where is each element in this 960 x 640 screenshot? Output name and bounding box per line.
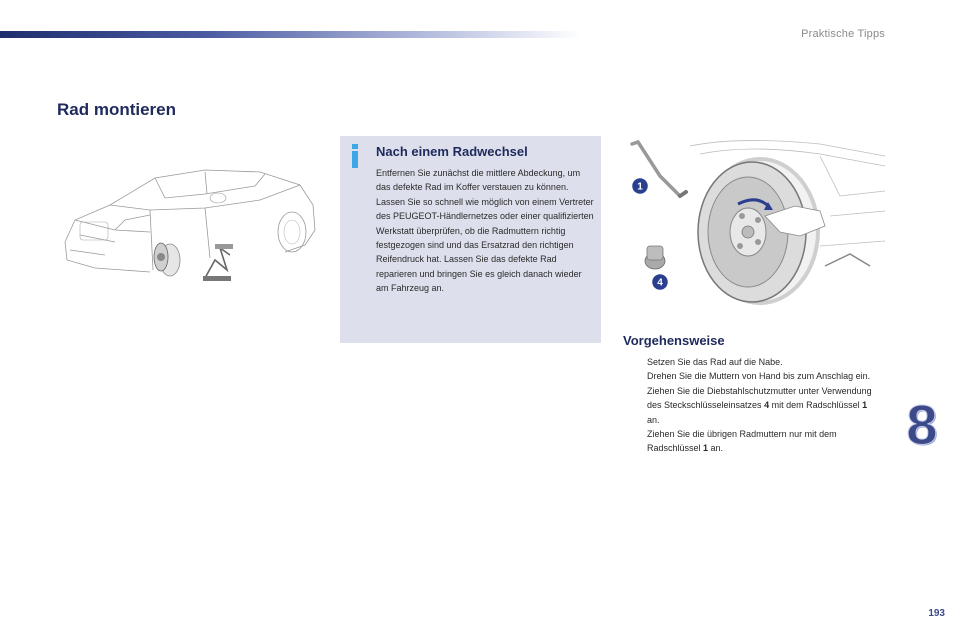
chapter-number: 8 [906, 393, 938, 456]
step-ref: 4 [764, 400, 770, 411]
procedure-title: Vorgehensweise [623, 333, 725, 348]
step-text: Drehen Sie die Muttern von Hand bis zum Anschlag ein. [647, 371, 871, 382]
step-text: an. [708, 443, 724, 454]
list-item [623, 427, 881, 456]
callout-1: 1 [637, 181, 643, 193]
info-paragraph: Lassen Sie so schnell wie möglich von einem Vertreter des PEUGEOT-Händlernetzes oder einer qualifizierten Werkstatt überprüfen, ob die Radmuttern richtig festgezogen sind und das Ersatzrad den richtigen Reifendruck hat. Lassen Sie das defekte Rad reparieren und bringen Sie es gleich danach wieder am Fahrzeug an. [376, 196, 594, 294]
info-paragraph: Entfernen Sie zunächst die mittlere Abdeckung, um das defekte Rad im Koffer verstauen zu können. [376, 168, 581, 193]
procedure-list [623, 355, 881, 456]
step-ref: 1 [703, 443, 709, 454]
wheel-mounting-illustration [620, 136, 885, 311]
callout-4: 4 [657, 277, 663, 289]
step-text: Ziehen Sie die übrigen Radmuttern nur mit dem Radschlüssel [647, 429, 837, 454]
list-item [623, 355, 881, 369]
header-gradient-bar [0, 31, 580, 38]
info-title: Nach einem Radwechsel [376, 144, 528, 159]
list-item [623, 369, 881, 383]
step-text: mit dem Radschlüssel [769, 400, 863, 411]
info-icon [348, 144, 362, 168]
info-text [376, 166, 594, 296]
section-header: Praktische Tipps [801, 28, 885, 40]
step-text: Ziehen Sie die Diebstahlschutzmutter unter Verwendung des Steckschlüsseleinsatzes [647, 385, 872, 411]
car-jack-illustration [55, 160, 320, 290]
page-number: 193 [928, 608, 945, 619]
step-ref: 1 [862, 400, 868, 411]
list-item [623, 384, 881, 427]
info-box [340, 136, 601, 343]
step-text: an. [647, 414, 660, 425]
page-title: Rad montieren [57, 100, 177, 119]
step-text: Setzen Sie das Rad auf die Nabe. [647, 357, 783, 367]
